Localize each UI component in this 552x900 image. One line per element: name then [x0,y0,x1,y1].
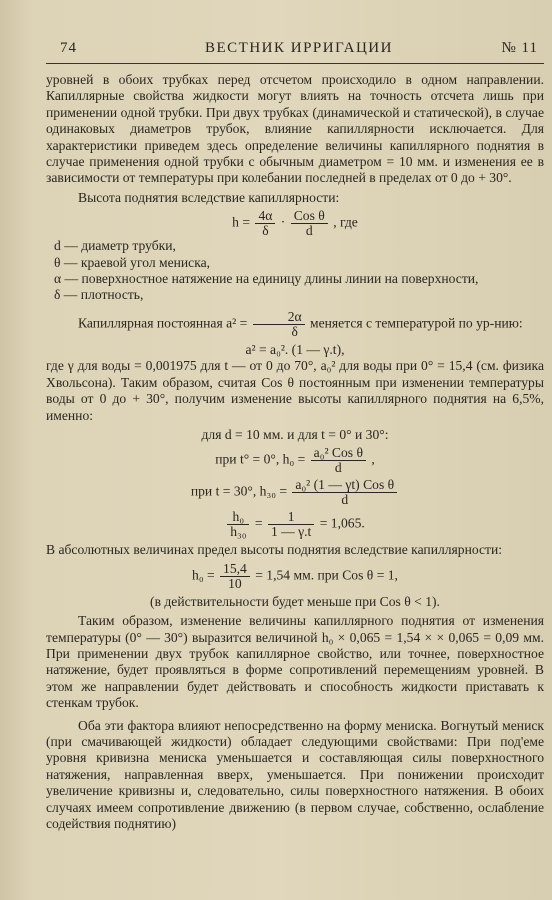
fraction-15-10 [220,562,250,591]
definition-delta: δ — плотность, [54,287,144,303]
fraction-one-over [268,510,314,539]
formula-h0-lhs: при t° = 0°, h₀ = [215,451,306,467]
numerator: a₀² Cos θ [311,446,366,461]
fraction-h0 [311,446,366,475]
definition-alpha: α — поверхностное натяжение на единицу длины линии на поверхности, [54,271,479,287]
paragraph-7: (в действительности будет меньше при Cos θ < 1). [150,593,440,609]
denominator: δ [262,223,269,239]
fraction-h0-h30 [227,510,249,539]
paragraph-1: уровней в обоих трубках перед отсчетом происходило в одном направлении. Капиллярные свойства жидкости могут влиять на точность отсчета лишь при применении одной трубки. При двух трубках (динамической и статической), в случае одинаковых диаметров трубок, влияние капиллярности исключается. Для характеристики приведем здесь определение величины капиллярного поднятия в случае применения одной трубки с обычным диаметром = 10 мм. и изменения ее в зависимости от температуры при колебании последней в пределах от 0 до + 30°. [46,72,544,186]
paragraph-6: В абсолютных величинах предел высоты поднятия вследствие капиллярности: [46,542,503,558]
page-number: 74 [60,40,77,56]
denominator: d [341,492,349,508]
numerator: 2α [253,310,305,325]
denominator: h₃₀ [230,524,247,540]
numerator: Cos θ [291,209,328,224]
paragraph-2: Высота поднятия вследствие капиллярности: [78,189,340,205]
paragraph-4: где γ для воды = 0,001975 для t — от 0 до 70°, a₀² для воды при 0° = 15,4 (см. физика Хвольсона). Таким образом, считая Cos θ постоянным при изменении температуры воды от 0 до + 30°, получим изменение высоты капиллярного поднятия на 6,5%, именно: [46,358,544,423]
formula-height-lhs: h = [232,214,251,230]
paragraph-3 [46,310,544,339]
denominator: 10 [228,575,242,591]
numerator: 1 [268,510,314,525]
fraction-4a-delta [255,209,275,238]
denominator: d [334,460,342,476]
article-body [46,72,544,832]
formula-h30-lhs: при t = 30°, h₃₀ = [190,483,287,499]
fraction-2a-delta [253,310,305,339]
formula-absolute-lhs: h₀ = [192,567,215,583]
formula-h0 [46,446,544,475]
paragraph-5: для d = 10 мм. и для t = 0° и 30°: [201,426,389,442]
definition-theta: θ — краевой угол мениска, [54,254,211,270]
paragraph-9: Оба эти фактора влияют непосредственно на форму мениска. Вогнутый мениск (при смачивающей жидкости) обладает следующими свойствами: При под'еме уровня кривизна мениска уменьшается и составляющая силы поверхностного натяжения, направленная вверх, уменьшается. При понижении происходит увеличение кривизны и, следовательно, силы поверхностного натяжения. В обоих случаях имеем сопротивление движению (в первом случае, собственно, ослабление содействия поднятию) [46,717,544,831]
definition-d: d — диаметр трубки, [54,238,176,254]
formula-ratio-tail: = 1,065. [319,515,365,531]
fraction-cos-d [291,209,328,238]
capillary-constant-text: Капиллярная постоянная a² = [78,315,248,331]
formula-height-tail: , где [333,214,358,230]
running-header [60,40,538,62]
denominator: 1 — γ.t [270,524,312,540]
capillary-constant-tail: меняется с температурой по ур-нию: [310,315,523,331]
issue-number: № 11 [501,40,538,56]
denominator: δ [291,323,298,339]
header-rule [46,63,544,64]
formula-h30 [46,478,544,507]
formula-h0-tail: , [371,451,375,467]
fraction-h30 [292,478,397,507]
numerator: 15,4 [220,562,250,577]
numerator: h₀ [227,510,249,525]
numerator: 4α [255,209,275,224]
multiply-dot: · [280,214,286,230]
formula-absolute [46,562,544,591]
formula-temperature: a² = a₀². (1 — γ.t), [245,341,345,357]
formula-ratio [46,510,544,539]
formula-absolute-tail: = 1,54 мм. при Cos θ = 1, [255,567,398,583]
journal-title: ВЕСТНИК ИРРИГАЦИИ [205,40,393,56]
numerator: a₀² (1 — γt) Cos θ [292,478,397,493]
denominator: d [305,223,313,239]
paragraph-8: Таким образом, изменение величины капиллярного поднятия от изменения температуры (0° — 30°) выразится величиной h₀ × 0,065 = 1,54 × × 0,065 = 0,09 мм. При применении двух трубок капиллярное свойство, или точнее, поверхностное натяжение, будет проявляться в форме сопротивлений перемещениям уровней. В этом же направлении будет действовать и способность жидкости приставать к стенкам трубок. [46,613,544,711]
formula-height [46,209,544,238]
equals-sign: = [254,515,263,531]
